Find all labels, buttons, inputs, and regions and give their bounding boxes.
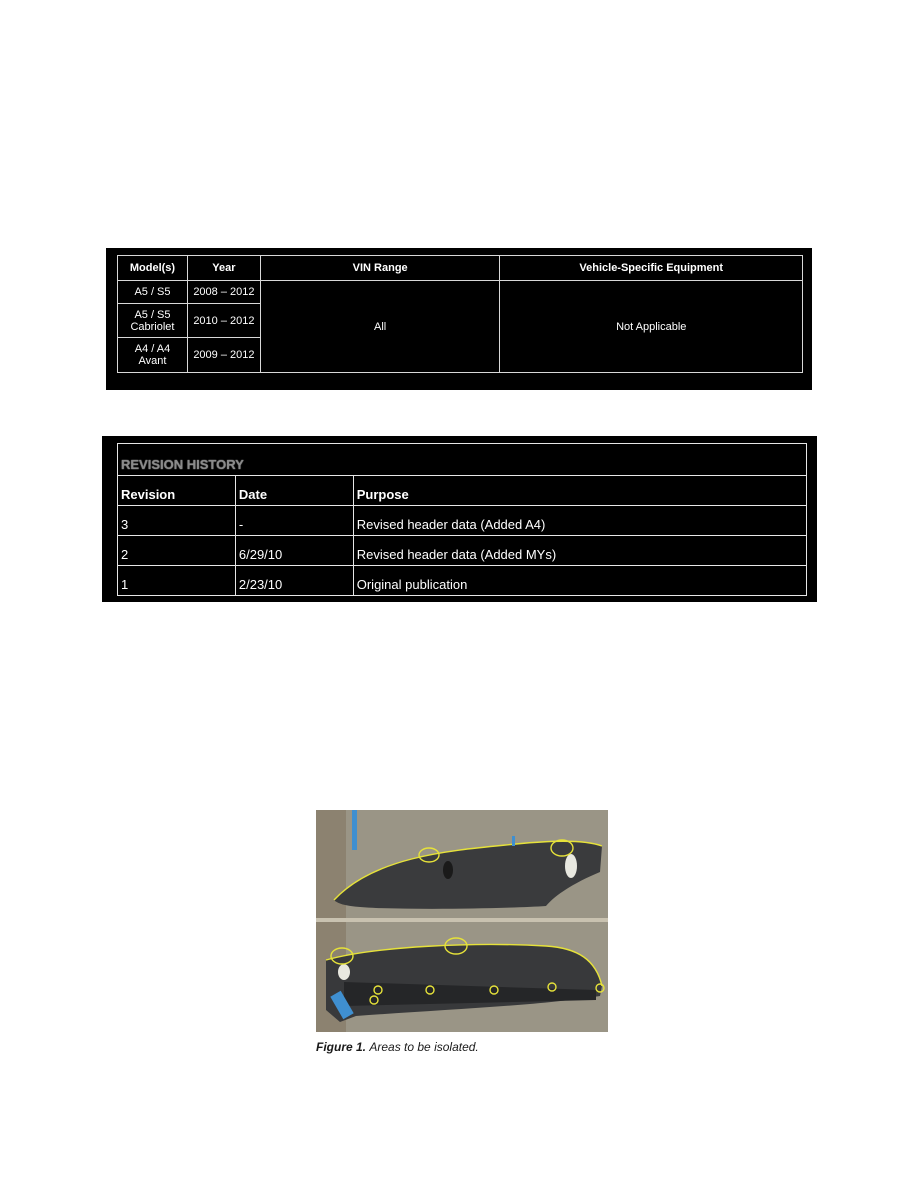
year-cell: 2009 – 2012 <box>187 338 260 373</box>
table-row <box>118 281 803 304</box>
figure-label: Figure 1. <box>316 1040 367 1054</box>
applicability-table <box>117 255 803 373</box>
purpose-cell: Revised header data (Added MYs) <box>353 536 806 566</box>
vin-range-cell: All <box>260 281 500 373</box>
year-cell: 2010 – 2012 <box>187 304 260 338</box>
applicability-table-block <box>106 248 812 390</box>
table-row <box>118 506 807 536</box>
figure-caption <box>316 1040 479 1054</box>
model-cell: A5 / S5 <box>118 281 188 304</box>
equipment-cell: Not Applicable <box>500 281 803 373</box>
purpose-cell: Original publication <box>353 566 806 596</box>
table-row <box>118 566 807 596</box>
revision-header-row <box>118 476 807 506</box>
header-year: Year <box>187 256 260 281</box>
trim-part-illustration <box>316 810 608 1032</box>
date-cell: - <box>235 506 353 536</box>
revision-cell: 1 <box>118 566 236 596</box>
figure-caption-text: Areas to be isolated. <box>369 1040 479 1054</box>
revision-cell: 3 <box>118 506 236 536</box>
header-vin-range: VIN Range <box>260 256 500 281</box>
header-purpose: Purpose <box>353 476 806 506</box>
model-cell: A4 / A4 Avant <box>118 338 188 373</box>
header-date: Date <box>235 476 353 506</box>
date-cell: 6/29/10 <box>235 536 353 566</box>
figure-photo <box>316 810 608 1032</box>
applicability-header-row <box>118 256 803 281</box>
year-cell: 2008 – 2012 <box>187 281 260 304</box>
date-cell: 2/23/10 <box>235 566 353 596</box>
revision-history-block <box>102 436 817 602</box>
revision-cell: 2 <box>118 536 236 566</box>
header-revision: Revision <box>118 476 236 506</box>
revision-history-table <box>117 443 807 596</box>
table-row <box>118 536 807 566</box>
header-vehicle-equipment: Vehicle-Specific Equipment <box>500 256 803 281</box>
revision-title-row <box>118 444 807 476</box>
model-cell: A5 / S5 Cabriolet <box>118 304 188 338</box>
revision-history-title: REVISION HISTORY <box>118 444 807 476</box>
header-models: Model(s) <box>118 256 188 281</box>
purpose-cell: Revised header data (Added A4) <box>353 506 806 536</box>
